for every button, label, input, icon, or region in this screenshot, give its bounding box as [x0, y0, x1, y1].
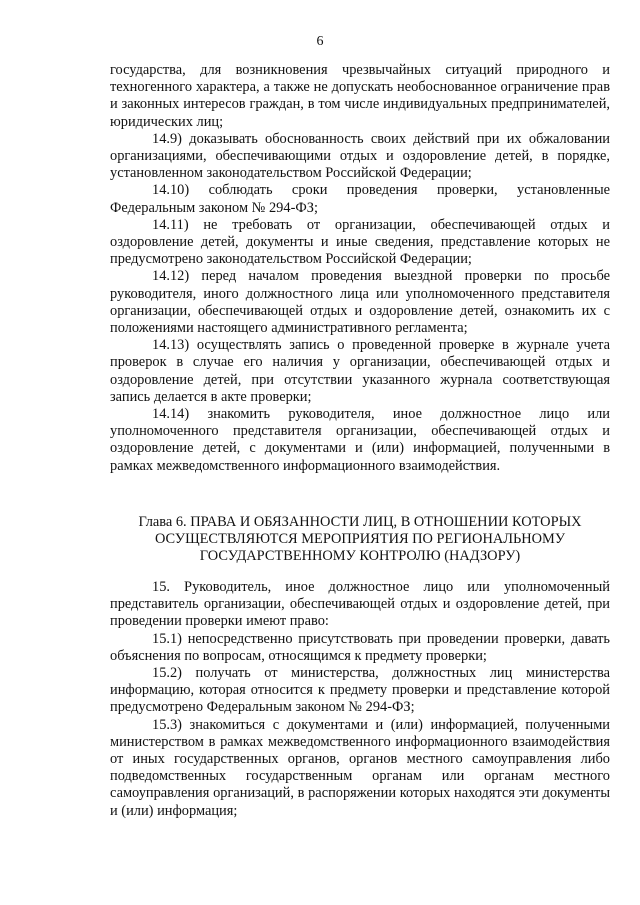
paragraph-continuation: государства, для возникновения чрезвычайных ситуаций природного и техногенного характера, а также не допускать необоснованное ограничение прав и законных интересов граждан, в том числе индивидуальных предпринимателей, юридических лиц; — [110, 62, 610, 130]
page-number: 6 — [316, 34, 324, 49]
paragraph-15-2: 15.2) получать от министерства, должностных лиц министерства информацию, которая относится к предмету проверки и представление которой предусмотрено Федеральным законом № 294-ФЗ; — [110, 665, 610, 716]
chapter-heading-line: Глава 6. ПРАВА И ОБЯЗАННОСТИ ЛИЦ, В ОТНОШЕНИИ КОТОРЫХ — [138, 514, 582, 530]
body-text-section — [110, 62, 610, 475]
paragraph-15-1: 15.1) непосредственно присутствовать при проведении проверки, давать объяснения по вопросам, относящимся к предмету проверки; — [110, 630, 610, 664]
chapter-heading-line: ГОСУДАРСТВЕННОМУ КОНТРОЛЮ (НАДЗОРУ) — [199, 548, 521, 565]
paragraph-14-12: 14.12) перед началом проведения выездной проверки по просьбе руководителя, иного должностного лица или уполномоченного представителя организации, обеспечивающей отдых и оздоровление детей, ознакомить их с положениями настоящего административного регламента; — [110, 268, 610, 337]
paragraph-14-9: 14.9) доказывать обоснованность своих действий при их обжаловании организациями, обеспечивающими отдых и оздоровление детей, в порядке, установленном законодательством Российской Федерации; — [110, 130, 610, 182]
paragraph-15-3: 15.3) знакомиться с документами и (или) информацией, полученными министерством в рамках межведомственного информационного взаимодействия от иных государственных органов, органов местного самоуправления либо подведомственных государственным органам или органам местного самоуправления организаций, в распоряжении которых находятся эти документы и (или) информация; — [110, 716, 610, 819]
paragraph-14-14: 14.14) знакомить руководителя, иное должностное лицо или уполномоченного представителя организации, обеспечивающей отдых и оздоровление детей, с документами и (или) информацией, полученными в рамках межведомственного информационного взаимодействия. — [110, 406, 610, 474]
chapter-heading — [110, 514, 610, 566]
paragraph-15: 15. Руководитель, иное должностное лицо или уполномоченный представитель организации, обеспечивающей отдых и оздоровление детей, при проведении проверки имеют право: — [110, 579, 610, 630]
body-text-section-2 — [110, 579, 610, 820]
paragraph-14-13: 14.13) осуществлять запись о проведенной проверке в журнале учета проверок в случае его наличия у организации, обеспечивающей отдых и оздоровление детей, при отсутствии указанного журнала соответствующая запись делается в акте проверки; — [110, 337, 610, 405]
chapter-heading-line: ОСУЩЕСТВЛЯЮТСЯ МЕРОПРИЯТИЯ ПО РЕГИОНАЛЬНОМУ — [154, 531, 566, 548]
paragraph-14-10: 14.10) соблюдать сроки проведения проверки, установленные Федеральным законом № 294-ФЗ; — [110, 182, 610, 216]
paragraph-14-11: 14.11) не требовать от организации, обеспечивающей отдых и оздоровление детей, документы и иные сведения, представление которых не предусмотрено законодательством Российской Федерации; — [110, 216, 610, 268]
